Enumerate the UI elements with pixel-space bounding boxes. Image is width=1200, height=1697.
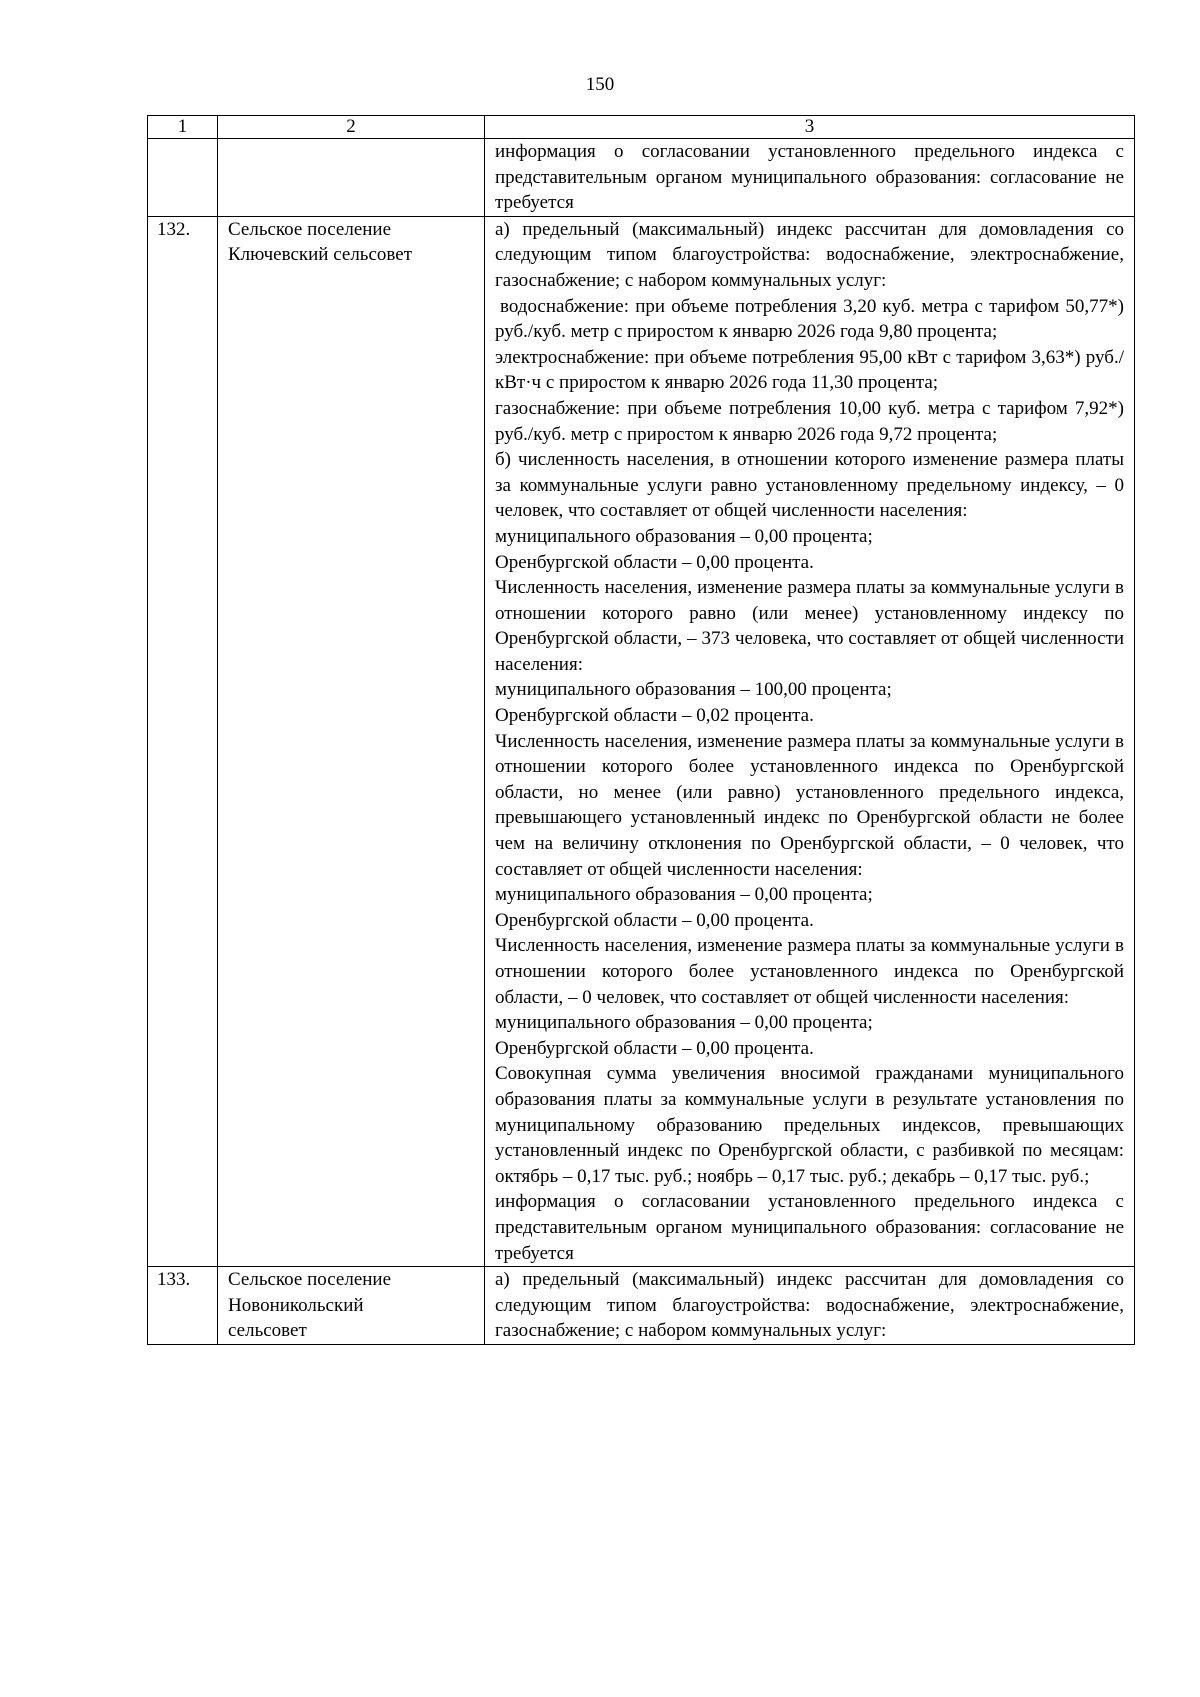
- table-row: [148, 139, 1135, 217]
- paragraph: муниципального образования – 100,00 процента;: [495, 679, 892, 701]
- settlement-name-line: Ключевский сельсовет: [228, 244, 412, 266]
- row-number-cell: 132.: [148, 216, 218, 1266]
- paragraph: Оренбургской области – 0,00 процента.: [495, 1037, 814, 1059]
- paragraph: Численность населения, изменение размера платы за коммунальные услуги в отношении которого более установленного индекса по Оренбургской области, но менее (или равно) установленного предельного индекса, превышающего установленный индекс по Оренбургской области не более чем на величину отклонения по Оренбургской области, – 0 человек, что составляет от общей численности населения:: [495, 730, 1124, 880]
- page-number: 150: [585, 74, 615, 95]
- paragraph: Численность населения, изменение размера платы за коммунальные услуги в отношении которого равно (или менее) установленному индексу по Оренбургской области, – 373 человека, что составляет от общей численности населения:: [495, 577, 1124, 675]
- settlement-name-cell: [218, 216, 485, 1266]
- paragraph: муниципального образования – 0,00 процента;: [495, 1012, 873, 1034]
- paragraph: а) предельный (максимальный) индекс рассчитан для домовладения со следующим типом благоустройства: водоснабжение, электроснабжение, газоснабжение; с набором коммунальных услуг:: [495, 218, 1124, 291]
- settlement-name-cell: [218, 139, 485, 217]
- paragraph: водоснабжение: при объеме потребления 3,20 куб. метра с тарифом 50,77*) руб./куб. метр с приростом к январю 2026 года 9,80 процента;: [495, 295, 1124, 343]
- column-header: 3: [485, 116, 1135, 139]
- paragraph: информация о согласовании установленного предельного индекса с представительным органом муниципального образования: согласование не требуется: [495, 1191, 1124, 1264]
- column-header: 1: [148, 116, 218, 139]
- table-row: [148, 1267, 1135, 1345]
- row-number-cell: [148, 139, 218, 217]
- settlement-name-line: сельсовет: [228, 1320, 307, 1342]
- table-row: [148, 216, 1135, 1266]
- paragraph: муниципального образования – 0,00 процента;: [495, 884, 873, 906]
- paragraph: электроснабжение: при объеме потребления 95,00 кВт с тарифом 3,63*) руб./кВт·ч с приростом к январю 2026 года 11,30 процента;: [495, 346, 1124, 394]
- column-header: 2: [218, 116, 485, 139]
- row-number-cell: 133.: [148, 1267, 218, 1345]
- row-details-cell: [485, 1267, 1135, 1345]
- row-details-cell: [485, 216, 1135, 1266]
- row-details-cell: [485, 139, 1135, 217]
- paragraph: муниципального образования – 0,00 процента;: [495, 525, 873, 547]
- settlement-name-line: Сельское поселение: [228, 1269, 392, 1291]
- settlement-name-cell: [218, 1267, 485, 1345]
- document-table: [147, 115, 1135, 1345]
- paragraph: газоснабжение: при объеме потребления 10,00 куб. метра с тарифом 7,92*) руб./куб. метр с приростом к январю 2026 года 9,72 процента;: [495, 397, 1124, 445]
- paragraph: Оренбургской области – 0,00 процента.: [495, 909, 814, 931]
- paragraph: Оренбургской области – 0,02 процента.: [495, 705, 814, 727]
- paragraph: Оренбургской области – 0,00 процента.: [495, 551, 814, 573]
- paragraph: информация о согласовании установленного предельного индекса с представительным органом муниципального образования: согласование не требуется: [495, 141, 1124, 214]
- table-header-row: [148, 116, 1135, 139]
- settlement-name-line: Новоникольский: [228, 1294, 364, 1316]
- paragraph: Совокупная сумма увеличения вносимой гражданами муниципального образования платы за коммунальные услуги в результате установления по муниципальному образованию предельных индексов, превышающих установленный индекс по Оренбургской области, с разбивкой по месяцам: октябрь – 0,17 тыс. руб.; ноябрь – 0,17 тыс. руб.; декабрь – 0,17 тыс. руб.;: [495, 1063, 1124, 1187]
- paragraph: б) численность населения, в отношении которого изменение размера платы за коммунальные услуги равно установленному предельному индексу, – 0 человек, что составляет от общей численности населения:: [495, 449, 1124, 522]
- paragraph: Численность населения, изменение размера платы за коммунальные услуги в отношении которого более установленного индекса по Оренбургской области, – 0 человек, что составляет от общей численности населения:: [495, 935, 1124, 1008]
- paragraph: а) предельный (максимальный) индекс рассчитан для домовладения со следующим типом благоустройства: водоснабжение, электроснабжение, газоснабжение; с набором коммунальных услуг:: [495, 1269, 1124, 1342]
- settlement-name-line: Сельское поселение: [228, 218, 392, 240]
